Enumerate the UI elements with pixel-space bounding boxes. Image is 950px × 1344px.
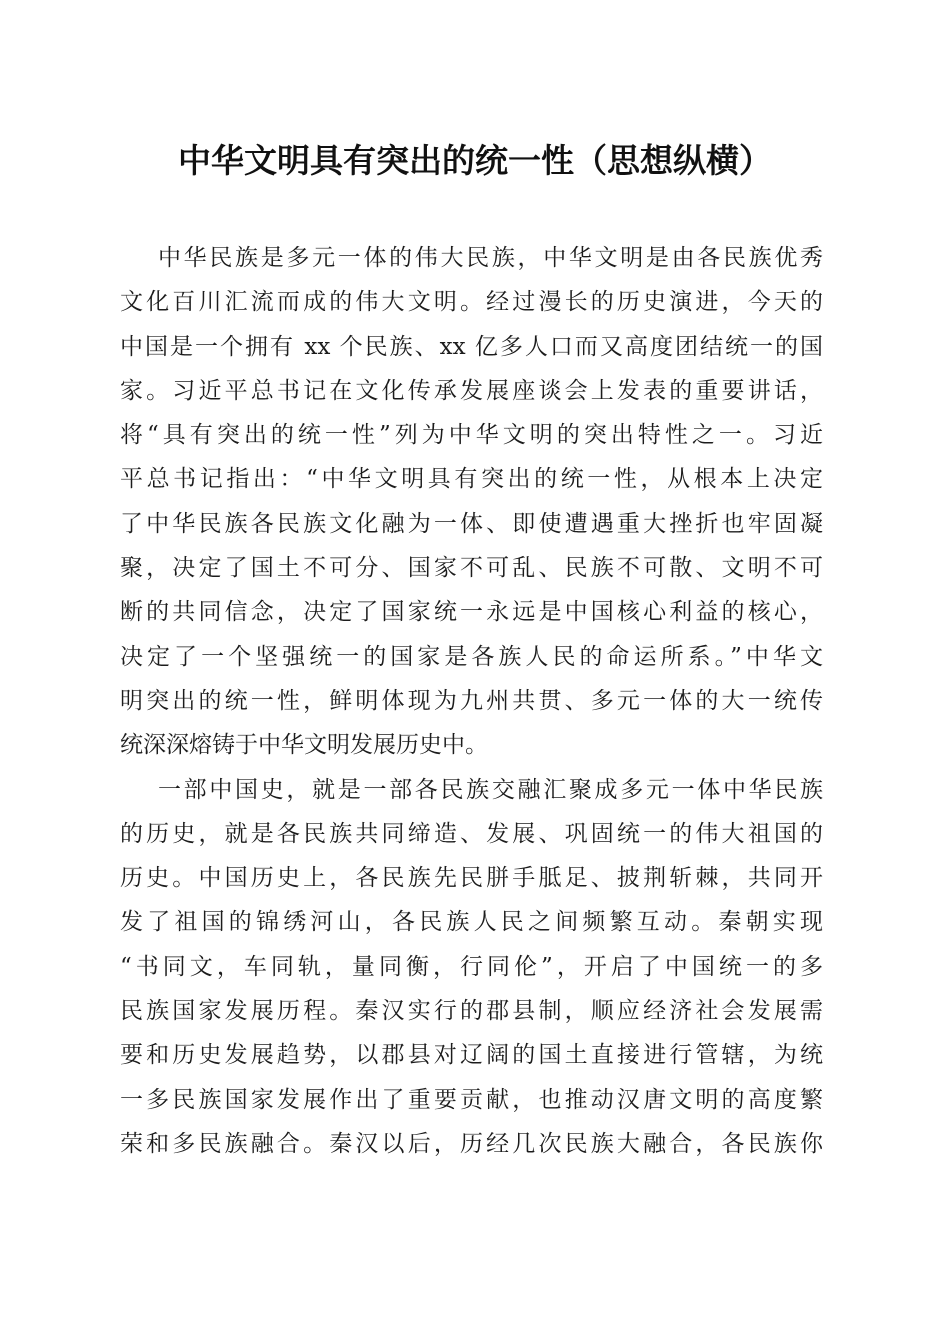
paragraph-1 xyxy=(120,236,823,768)
paragraph-line: 一部中国史，就是一部各民族交融汇聚成多元一体中华民族 xyxy=(158,776,823,803)
paragraph-line: 荣和多民族融合。秦汉以后，历经几次民族大融合，各民族你 xyxy=(120,1130,823,1157)
paragraph-line: 中华民族是多元一体的伟大民族，中华文明是由各民族优秀 xyxy=(158,245,823,271)
paragraph-line: 发了祖国的锦绣河山，各民族人民之间频繁互动。秦朝实现 xyxy=(120,909,823,936)
paragraph-line: 历史。中国历史上，各民族先民胼手胝足、披荆斩棘，共同开 xyxy=(120,865,823,892)
paragraph-line: 决定了一个坚强统一的国家是各族人民的命运所系。”中华文 xyxy=(120,643,823,670)
paragraph-line: 聚，决定了国土不可分、国家不可乱、民族不可散、文明不可 xyxy=(120,555,823,582)
paragraph-line: 明突出的统一性，鲜明体现为九州共贯、多元一体的大一统传 xyxy=(120,687,823,714)
paragraph-line: 文化百川汇流而成的伟大文明。经过漫长的历史演进，今天的 xyxy=(120,289,823,316)
paragraph-2 xyxy=(120,768,823,1167)
paragraph-line: 家。习近平总书记在文化传承发展座谈会上发表的重要讲话， xyxy=(120,377,823,404)
paragraph-line: 了中华民族各民族文化融为一体、即使遭遇重大挫折也牢固凝 xyxy=(120,510,823,537)
paragraph-line: 的历史，就是各民族共同缔造、发展、巩固统一的伟大祖国的 xyxy=(120,820,823,847)
paragraph-line: 平总书记指出：“中华文明具有突出的统一性，从根本上决定 xyxy=(120,466,823,493)
paragraph-line: 一多民族国家发展作出了重要贡献，也推动汉唐文明的高度繁 xyxy=(120,1086,823,1113)
paragraph-line: 断的共同信念，决定了国家统一永远是中国核心利益的核心， xyxy=(120,599,823,626)
paragraph-line: 民族国家发展历程。秦汉实行的郡县制，顺应经济社会发展需 xyxy=(120,998,823,1025)
document-title: 中华文明具有突出的统一性（思想纵横） xyxy=(178,141,772,180)
paragraph-line: 中国是一个拥有 xx 个民族、xx 亿多人口而又高度团结统一的国 xyxy=(120,333,823,360)
paragraph-line: “书同文，车同轨，量同衡，行同伦”，开启了中国统一的多 xyxy=(120,953,823,980)
paragraph-line: 要和历史发展趋势，以郡县对辽阔的国土直接进行管辖，为统 xyxy=(120,1042,823,1069)
document-body xyxy=(120,236,823,1166)
paragraph-line: 将“具有突出的统一性”列为中华文明的突出特性之一。习近 xyxy=(120,422,823,449)
paragraph-line: 统深深熔铸于中华文明发展历史中。 xyxy=(120,732,488,759)
